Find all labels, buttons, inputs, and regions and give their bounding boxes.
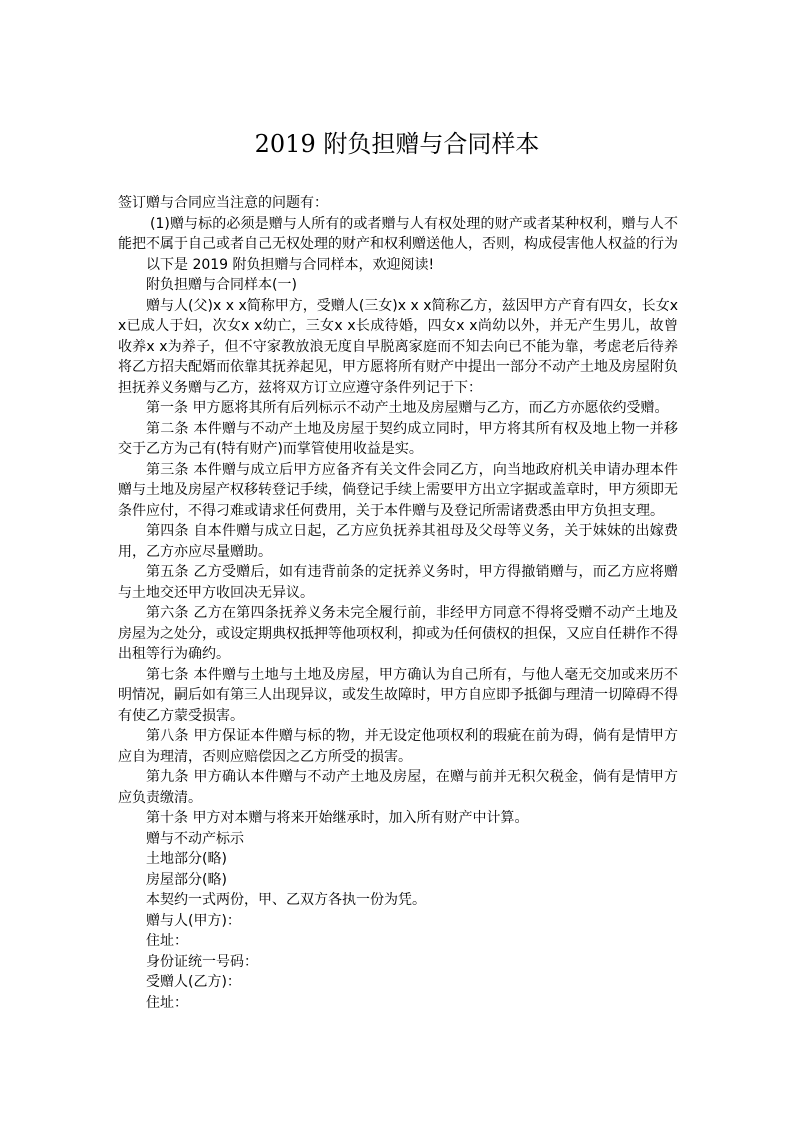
- sample-title: 附负担赠与合同样本(一): [146, 277, 297, 293]
- preamble-paragraph: 赠与人(父)x x x简称甲方，受赠人(三女)x x x简称乙方，兹因甲方产育有四女，长女x x已成人于妇，次女x x幼亡，三女x x长成待婚，四女x x尚幼以外，并无产生男儿，故曾收养x x为养子，但不守家教放浪无度自早脱离家庭而不知去向已不能为靠，考虑老后待养将乙方招夫配婿而依靠其抚养起见，甲方愿将所有财产中提出一部分不动产土地及房屋附负担抚养义务赠与乙方，兹将双方订立应遵守条件列记于下：: [118, 297, 678, 396]
- donor-id-label: 身份证统一号码：: [146, 953, 258, 970]
- land-section: 土地部分(略): [146, 851, 227, 867]
- article-1: 第一条 甲方愿将其所有后列标示不动产土地及房屋赠与乙方，而乙方亦愿依约受赠。: [146, 400, 669, 416]
- copies-clause: 本契约一式两份，甲、乙双方各执一份为凭。: [146, 892, 426, 908]
- document-body: [118, 193, 678, 1013]
- article-5: 第五条 乙方受赠后，如有违背前条的定抚养义务时，甲方得撤销赠与，而乙方应将赠与土地交还甲方收回决无异议。: [118, 564, 678, 601]
- article-9: 第九条 甲方确认本件赠与不动产土地及房屋，在赠与前并无积欠税金，倘有是情甲方应负责缴清。: [118, 769, 678, 806]
- article-7: 第七条 本件赠与土地与土地及房屋，甲方确认为自己所有，与他人毫无交加或来历不明情况，嗣后如有第三人出现异议，或发生故障时，甲方自应即予抵御与理清一切障碍不得有使乙方蒙受损害。: [118, 666, 678, 724]
- donor-label: 赠与人(甲方)：: [146, 912, 241, 929]
- article-10: 第十条 甲方对本赠与将来开始继承时，加入所有财产中计算。: [146, 810, 529, 826]
- article-2: 第二条 本件赠与不动产土地及房屋于契约成立同时，甲方将其所有权及地上物一并移交于乙方为己有(特有财产)而掌管使用收益是实。: [118, 420, 678, 457]
- intro-heading: 签订赠与合同应当注意的问题有：: [118, 195, 328, 211]
- donee-address-label: 住址：: [146, 994, 188, 1011]
- property-schedule-heading: 赠与不动产标示: [146, 830, 244, 847]
- article-3: 第三条 本件赠与成立后甲方应备齐有关文件会同乙方，向当地政府机关申请办理本件赠与土地及房屋产权移转登记手续，倘登记手续上需要甲方出立字据或盖章时，甲方须即无条件应付，不得刁难或请求任何费用，关于本件赠与及登记所需诸费悉由甲方负担支理。: [118, 461, 678, 519]
- house-section: 房屋部分(略): [146, 871, 227, 888]
- donor-address-label: 住址：: [146, 933, 188, 949]
- article-8: 第八条 甲方保证本件赠与标的物，并无设定他项权利的瑕疵在前为碍，倘有是情甲方应自为理清，否则应赔偿因之乙方所受的损害。: [118, 728, 678, 765]
- article-6: 第六条 乙方在第四条抚养义务未完全履行前，非经甲方同意不得将受赠不动产土地及房屋为之处分，或设定期典权抵押等他项权利，抑或为任何债权的担保，又应自任耕作不得出租等行为确约。: [118, 605, 678, 662]
- note-paragraph: (1)赠与标的必须是赠与人所有的或者赠与人有权处理的财产或者某种权利，赠与人不能把不属于自己或者自己无权处理的财产和权利赠送他人，否则，构成侵害他人权益的行为: [118, 215, 678, 252]
- donee-label: 受赠人(乙方)：: [146, 974, 241, 990]
- article-4: 第四条 自本件赠与成立日起，乙方应负抚养其祖母及父母等义务，关于妹妹的出嫁费用，乙方亦应尽量赠助。: [118, 523, 678, 560]
- document-title: 2019 附负担赠与合同样本: [254, 130, 540, 158]
- lead-in: 以下是 2019 附负担赠与合同样本，欢迎阅读!: [146, 256, 435, 273]
